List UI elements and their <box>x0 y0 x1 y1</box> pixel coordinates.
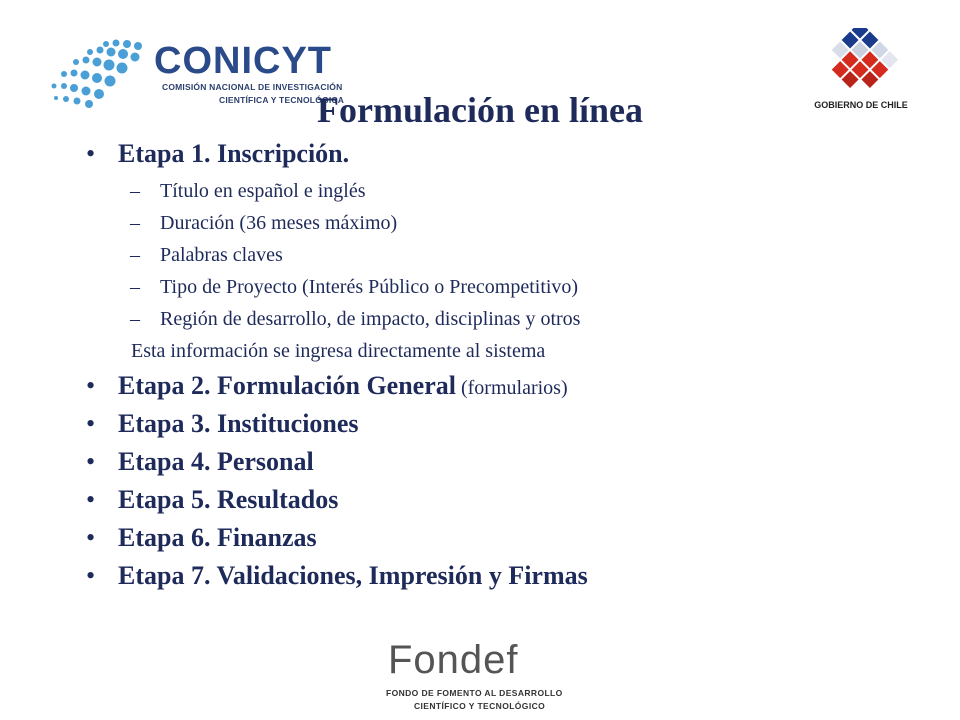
bullet-icon: • <box>86 561 96 590</box>
fondef-subtitle-line2: CIENTÍFICO Y TECNOLÓGICO <box>414 701 546 711</box>
stage-item <box>86 522 916 560</box>
subitem-label: Palabras claves <box>160 244 283 266</box>
stage-item <box>86 446 916 484</box>
stage-label: Etapa 4. Personal <box>118 447 314 476</box>
stage-label-wrapper <box>118 370 568 404</box>
subitem-label: Título en español e inglés <box>160 180 366 202</box>
dash-icon: – <box>130 212 140 234</box>
subitem-label: Tipo de Proyecto (Interés Público o Precompetitivo) <box>160 276 579 298</box>
subitem-label: Duración (36 meses máximo) <box>160 212 398 234</box>
dash-icon: – <box>130 180 140 202</box>
bullet-icon: • <box>86 409 96 438</box>
fondef-wordmark: Fondef <box>388 638 519 682</box>
stage1-subitem <box>86 240 916 272</box>
stage-label: Etapa 1. Inscripción. <box>118 139 350 168</box>
slide-title: Formulación en línea <box>317 90 643 130</box>
dash-icon: – <box>130 276 140 298</box>
conicyt-subtitle-line2: CIENTÍFICA Y TECNOLÓGICA <box>219 95 345 105</box>
stage-label: Etapa 5. Resultados <box>118 485 339 514</box>
stage1-subitem <box>86 304 916 336</box>
bullet-icon: • <box>86 139 96 168</box>
bullet-icon: • <box>86 485 96 514</box>
gobierno-de-chile-label: GOBIERNO DE CHILE <box>814 100 908 110</box>
conicyt-subtitle-line1: COMISIÓN NACIONAL DE INVESTIGACIÓN <box>162 82 343 92</box>
slide-content <box>86 138 916 598</box>
stage-label: Etapa 6. Finanzas <box>118 523 317 552</box>
bullet-icon: • <box>86 447 96 476</box>
stage-label: Etapa 2. Formulación General <box>118 371 456 400</box>
stage-item <box>86 484 916 522</box>
conicyt-wordmark: CONICYT <box>154 40 332 82</box>
fondef-subtitle-line1: FONDO DE FOMENTO AL DESARROLLO <box>386 688 563 698</box>
note-text: Esta información se ingresa directamente al sistema <box>131 340 546 362</box>
stage-item <box>86 370 916 408</box>
stage1-subitem <box>86 208 916 240</box>
stage1-subitem <box>86 272 916 304</box>
bullet-icon: • <box>86 371 96 400</box>
fondef-logo <box>380 640 580 716</box>
stage1-subitem <box>86 176 916 208</box>
stage-label: Etapa 7. Validaciones, Impresión y Firmas <box>118 561 588 590</box>
dash-icon: – <box>130 308 140 330</box>
bullet-icon: • <box>86 523 96 552</box>
stage-item <box>86 138 916 176</box>
stage1-note <box>86 336 916 370</box>
stage-label: Etapa 3. Instituciones <box>118 409 359 438</box>
dash-icon: – <box>130 244 140 266</box>
stage-label-suffix: (formularios) <box>455 377 568 399</box>
subitem-label: Región de desarrollo, de impacto, disciplinas y otros <box>160 308 581 330</box>
stage-item <box>86 560 916 598</box>
stage-item <box>86 408 916 446</box>
